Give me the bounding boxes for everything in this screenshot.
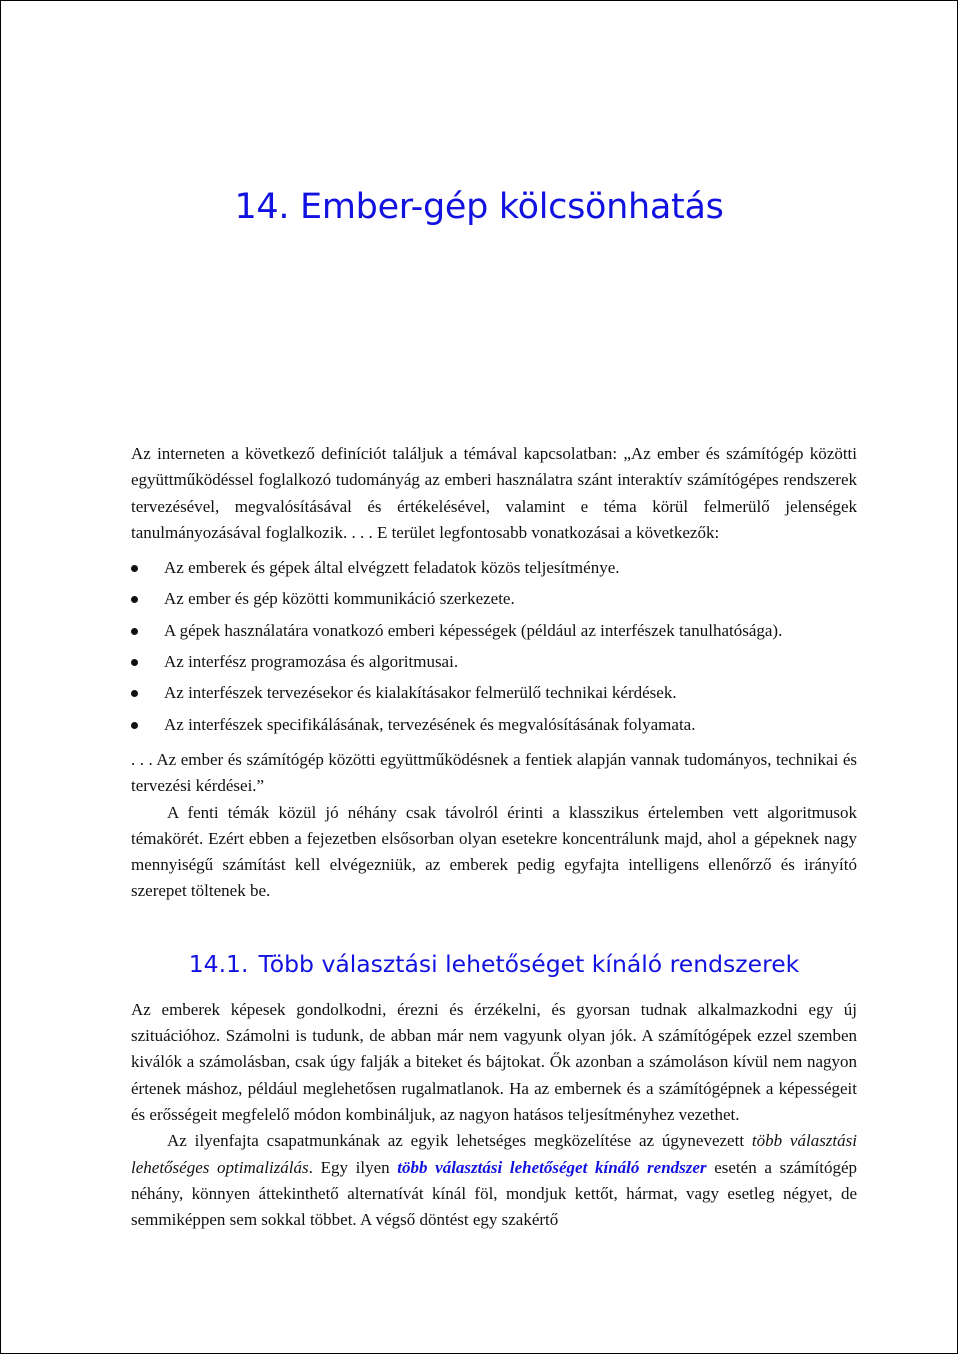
- topic-list: [131, 555, 857, 738]
- list-item: [131, 555, 857, 581]
- section-paragraph-1: Az emberek képesek gondolkodni, érezni és érzékelni, és gyorsan tudnak alkalmazkodni egy új szituációhoz. Számolni is tudunk, de abban már nem vagyunk olyan jók. A számítógépek ezzel szemben kiválók a számolásban, csak úgy falják a biteket és bájtokat. Ők azonban a számoláson kívül nem nagyon értenek máshoz, például meglehetősen rugalmatlanok. Ha az embernek és a számítógépnek a képességeit és erősségeit megfelelő módon kombináljuk, az nagyon hatásos teljesítményhez vezethet.: [131, 999, 857, 1124]
- bullet-icon: [131, 628, 138, 635]
- quote-closing-paragraph: . . . Az ember és számítógép közötti együttműködésnek a fentiek alapján vannak tudományos, technikai és tervezési kérdései.”: [131, 749, 857, 796]
- list-item-text: Az interfész programozása és algoritmusai.: [164, 652, 459, 672]
- bullet-icon: [131, 565, 138, 572]
- section-paragraph-2: [131, 1128, 857, 1233]
- list-item: [131, 586, 857, 612]
- bullet-icon: [131, 596, 138, 603]
- paragraph-text: esetén a számítógép néhány, könnyen áttekinthető alternatívát kínál föl, mondjuk kettőt, hármat, vagy esetleg négyet, de semmiképpen sem sokkal többet. A végső döntést egy szakértő: [131, 1157, 857, 1230]
- list-item: [131, 618, 857, 644]
- paragraph-text: Az ilyenfajta csapatmunkának az egyik lehetséges megközelítése az úgynevezett: [167, 1131, 752, 1151]
- list-item-text: A gépek használatára vonatkozó emberi képességek (például az interfészek tanulhatósága).: [164, 620, 783, 640]
- scope-paragraph: A fenti témák közül jó néhány csak távolról érinti a klasszikus értelemben vett algoritmusok témakörét. Ezért ebben a fejezetben elsősorban olyan esetekre koncentrálunk majd, ahol a gépeknek nagy mennyiségű számítást kell elvégezniük, az emberek pedig egyfajta intelligens ellenőrző és irányító szerepet töltenek be.: [131, 802, 857, 901]
- paragraph-text: . Egy ilyen: [308, 1157, 398, 1177]
- page-body: [131, 441, 857, 1233]
- bullet-icon: [131, 690, 138, 697]
- list-item: [131, 680, 857, 706]
- list-item-text: Az ember és gép közötti kommunikáció szerkezete.: [164, 589, 515, 609]
- bullet-icon: [131, 659, 138, 666]
- list-item-text: Az emberek és gépek által elvégzett feladatok közös teljesítménye.: [164, 558, 620, 578]
- section-number: 14.1.: [188, 949, 249, 978]
- bullet-icon: [131, 722, 138, 729]
- defined-term: több választási lehetőséget kínáló rendszer: [397, 1157, 707, 1177]
- section-title: Több választási lehetőséget kínáló rendszerek: [258, 949, 800, 978]
- list-item-text: Az interfészek tervezésekor és kialakításakor felmerülő technikai kérdések.: [164, 683, 677, 703]
- emphasized-term: több választási lehetőséges optimalizálás: [131, 1131, 857, 1177]
- list-item: [131, 649, 857, 675]
- section-heading: [131, 949, 857, 979]
- chapter-title: 14. Ember-gép kölcsönhatás: [234, 187, 724, 227]
- intro-paragraph: Az interneten a következő definíciót találjuk a témával kapcsolatban: „Az ember és számítógép közötti együttműködéssel foglalkozó tudományág az emberi használatra szánt interaktív számítógépes rendszerek tervezésével, megvalósításával és értékelésével, valamint e téma körül felmerülő jelenségek tanulmányozásával foglalkozik. . . . E terület legfontosabb vonatkozásai a következők:: [131, 444, 857, 542]
- list-item: [131, 712, 857, 738]
- list-item-text: Az interfészek specifikálásának, tervezésének és megvalósításának folyamata.: [164, 714, 696, 734]
